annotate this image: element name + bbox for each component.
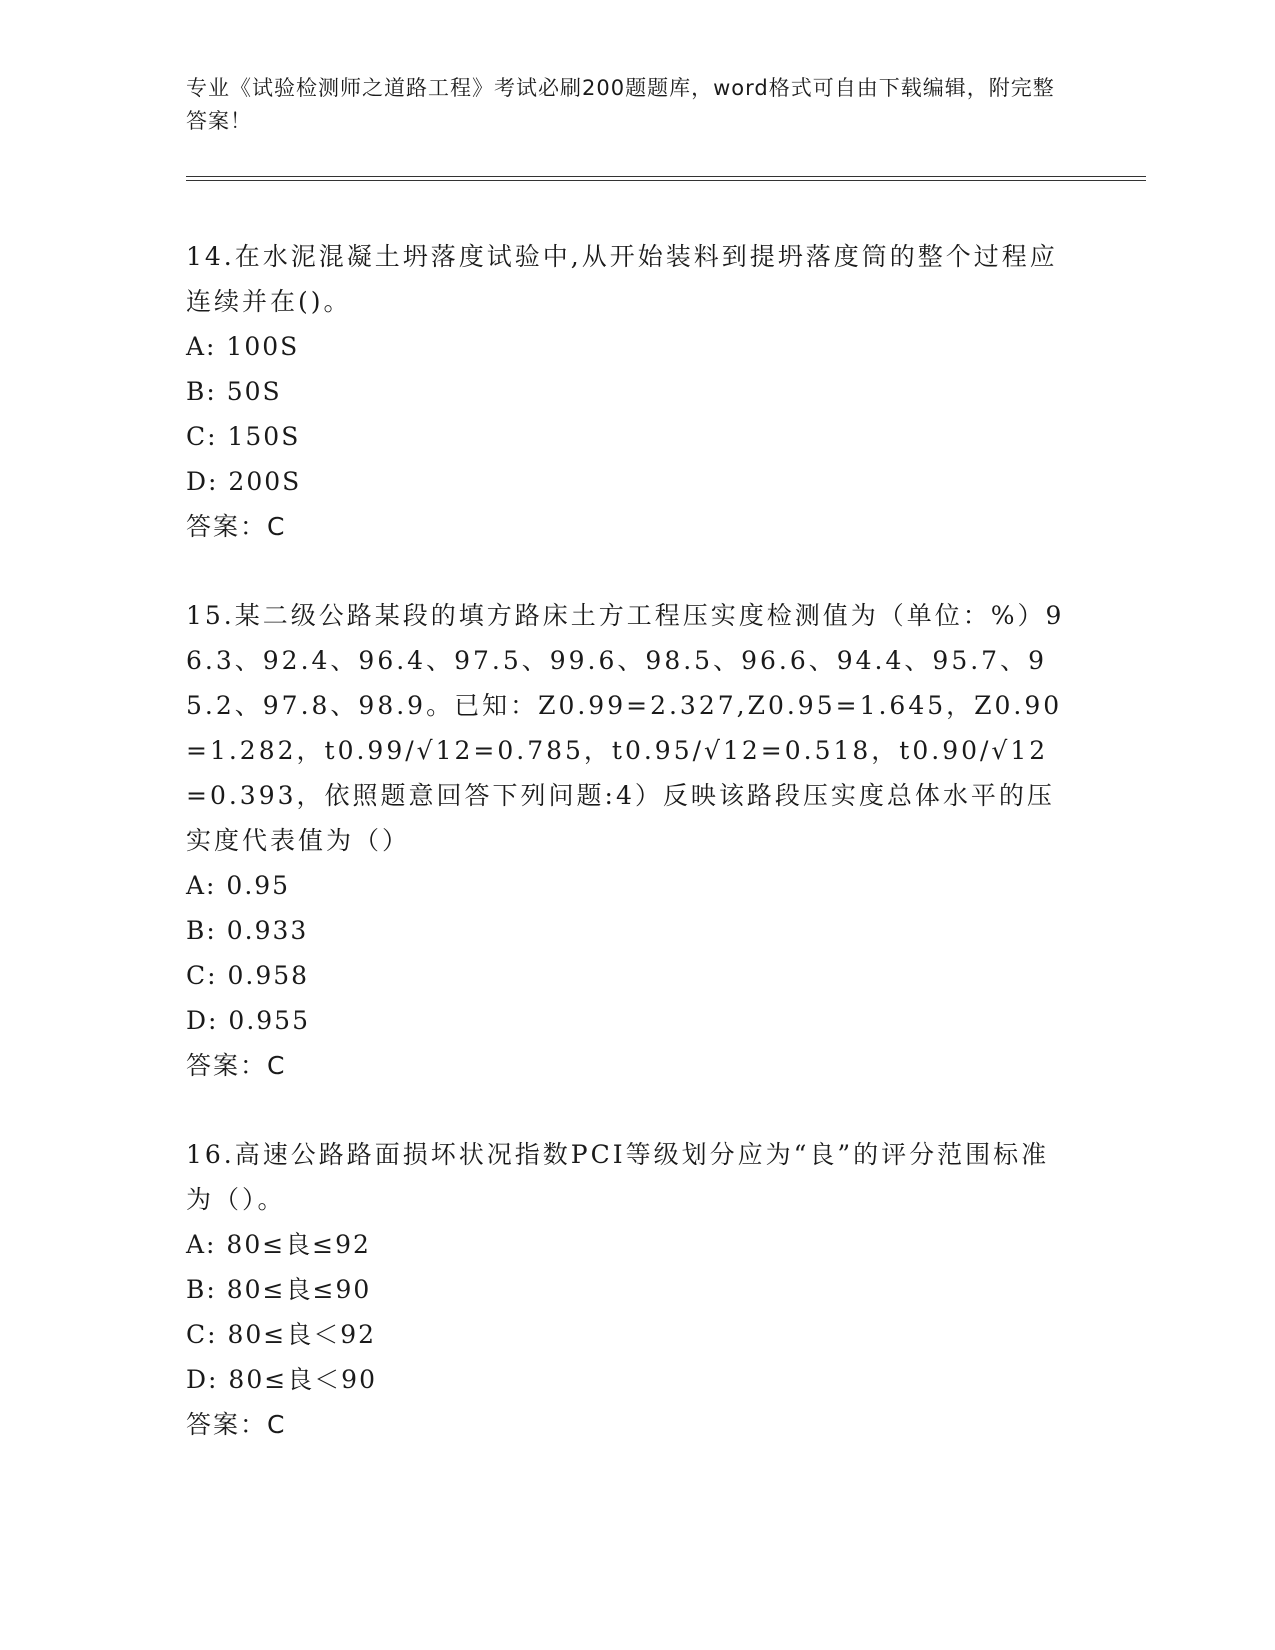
question-stem: 16.高速公路路面损坏状况指数PCI等级划分应为“良”的评分范围标准为（）。 xyxy=(186,1140,1050,1214)
option-a: A: 100S xyxy=(186,332,300,361)
option-b: B: 0.933 xyxy=(186,916,309,945)
header-double-rule xyxy=(186,176,1146,181)
option-d: D: 200S xyxy=(186,467,302,496)
question-14 xyxy=(186,234,1086,549)
option-a: A: 0.95 xyxy=(186,871,291,900)
question-stem: 14.在水泥混凝土坍落度试验中,从开始装料到提坍落度筒的整个过程应连续并在()。 xyxy=(186,242,1058,316)
question-16 xyxy=(186,1132,1086,1447)
option-c: C: 80≤良＜92 xyxy=(186,1320,377,1349)
answer-line: 答案：C xyxy=(186,1410,287,1439)
option-b: B: 50S xyxy=(186,377,282,406)
question-stem: 15.某二级公路某段的填方路床土方工程压实度检测值为（单位：%）96.3、92.4、96.4、97.5、99.6、98.5、96.6、94.4、95.7、95.2、97.8、98.9。已知：Z0.99=2.327,Z0.95=1.645，Z0.90=1.282，t0.99/√12=0.785，t0.95/√12=0.518，t0.90/√12=0.393，依照题意回答下列问题:4）反映该路段压实度总体水平的压实度代表值为（） xyxy=(186,601,1065,855)
option-b: B: 80≤良≤90 xyxy=(186,1275,372,1304)
question-list xyxy=(186,234,1086,1491)
question-15 xyxy=(186,593,1086,1088)
document-header-title: 专业《试验检测师之道路工程》考试必刷200题题库，word格式可自由下载编辑，附完整答案！ xyxy=(186,76,1055,133)
answer-line: 答案：C xyxy=(186,1051,287,1080)
option-a: A: 80≤良≤92 xyxy=(186,1230,371,1259)
option-c: C: 150S xyxy=(186,422,301,451)
option-d: D: 80≤良＜90 xyxy=(186,1365,377,1394)
option-d: D: 0.955 xyxy=(186,1006,310,1035)
answer-line: 答案：C xyxy=(186,512,287,541)
option-c: C: 0.958 xyxy=(186,961,310,990)
